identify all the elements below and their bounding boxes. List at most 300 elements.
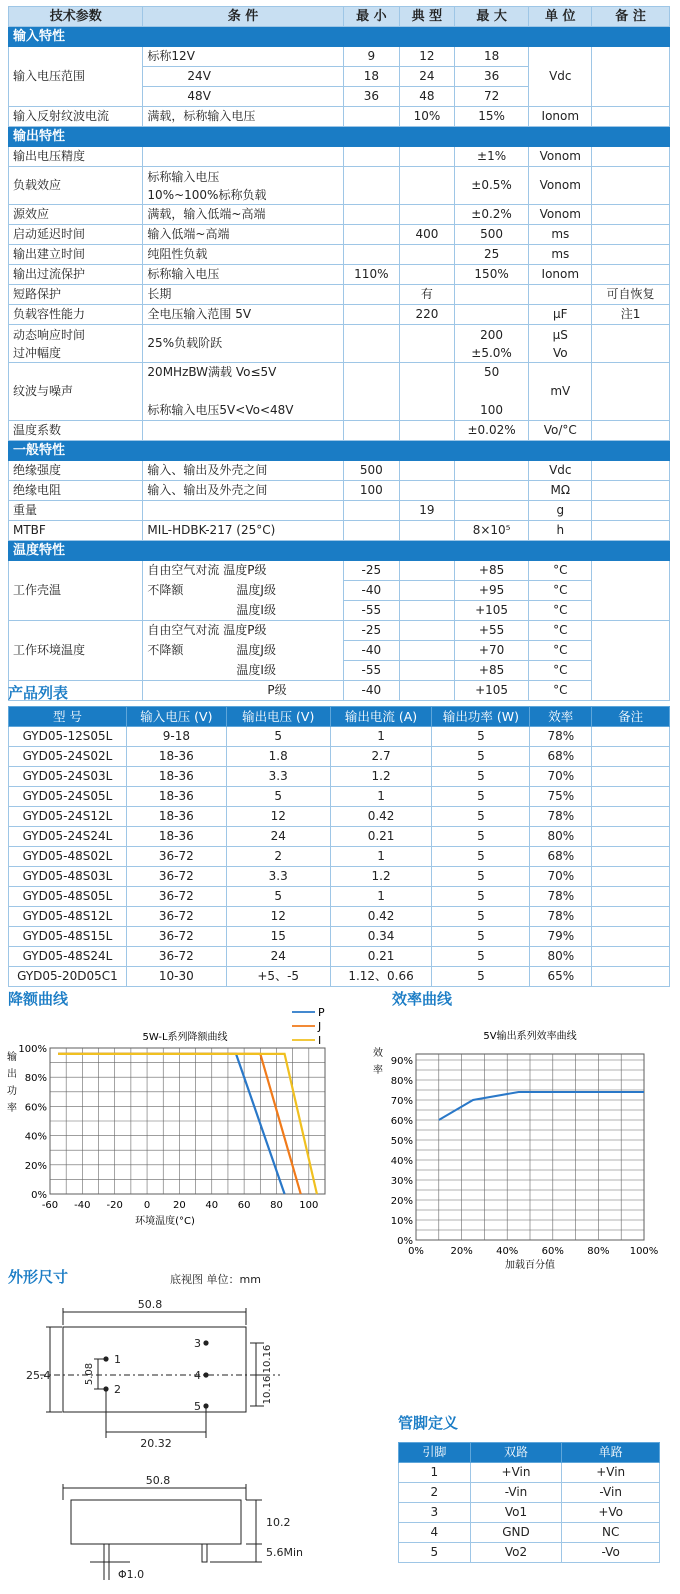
spec-unit: Vonom: [529, 167, 592, 205]
spec-cond: 24V: [143, 67, 343, 87]
y-tick-label: 20%: [24, 1160, 47, 1172]
table-cell: GYD05-24S24L: [9, 827, 127, 847]
spec-label-line: 动态响应时间: [13, 327, 86, 342]
spec-max: +55: [454, 621, 529, 641]
spec-cond: 标称12V: [143, 47, 343, 67]
spec-max: 8×10⁵: [454, 521, 529, 541]
table-cell: GYD05-12S05L: [9, 727, 127, 747]
y-tick-label: 20%: [390, 1196, 413, 1207]
grade-text: 温度I级: [143, 601, 343, 621]
spec-header: 最 小: [343, 7, 400, 27]
derating-heading: 降额曲线: [8, 990, 69, 1008]
table-row: [9, 727, 670, 747]
table-cell: 0.34: [330, 927, 432, 947]
pin-2-dot: [103, 1386, 108, 1391]
table-cell: 5: [432, 867, 530, 887]
x-axis-label: 加载百分值: [505, 1260, 555, 1271]
table-cell: 36-72: [126, 847, 226, 867]
spec-min: 18: [343, 67, 400, 87]
x-tick-label: 100%: [629, 1246, 659, 1257]
grade-text: 温度J级: [236, 583, 276, 597]
pin-1-dot: [103, 1356, 108, 1361]
table-row: [399, 1483, 660, 1503]
pin-3-label: 3: [194, 1337, 201, 1350]
spec-max: +85: [454, 661, 529, 681]
table-cell: 18-36: [126, 747, 226, 767]
spec-max: [454, 363, 529, 421]
x-tick-label: 20: [173, 1200, 186, 1211]
table-row: [9, 887, 670, 907]
table-cell: 1: [330, 727, 432, 747]
spec-cond: 48V: [143, 87, 343, 107]
spec-cond: 标称输入电压: [143, 265, 343, 285]
product-header: 输出功率 (W): [432, 707, 530, 727]
pin-3-dot: [203, 1340, 208, 1345]
product-list-heading: 产品列表: [8, 684, 69, 702]
derating-chart: [0, 1002, 340, 1234]
spec-unit: ms: [529, 225, 592, 245]
table-cell: 1.12、0.66: [330, 967, 432, 987]
spec-note: 注1: [592, 305, 670, 325]
spec-note: [592, 47, 670, 107]
spec-cond: [143, 581, 343, 601]
side-pin: [202, 1544, 207, 1562]
table-cell: 5: [432, 787, 530, 807]
pin-header: 单路: [562, 1443, 660, 1463]
table-cell: 68%: [530, 747, 592, 767]
table-cell: GYD05-48S24L: [9, 947, 127, 967]
spec-min: 110%: [343, 265, 400, 285]
pin-2-label: 2: [114, 1383, 121, 1396]
section-temp: 温度特性: [9, 541, 670, 561]
spec-label: 重量: [9, 501, 143, 521]
spec-unit: MΩ: [529, 481, 592, 501]
spec-max: [454, 325, 529, 363]
table-cell: 4: [399, 1523, 471, 1543]
dim-right-top: 10.16: [262, 1344, 273, 1374]
table-cell: 36-72: [126, 947, 226, 967]
dim-pin-spacing: 5.08: [84, 1362, 95, 1386]
spec-cond: 满载，标称输入电压: [143, 107, 343, 127]
section-output: 输出特性: [9, 127, 670, 147]
table-cell: GYD05-48S02L: [9, 847, 127, 867]
table-cell: -Vin: [562, 1483, 660, 1503]
table-cell: 78%: [530, 807, 592, 827]
dim-side-height: 10.2: [266, 1516, 291, 1529]
spec-cond: [143, 561, 343, 581]
table-cell: +Vo: [562, 1503, 660, 1523]
spec-unit: Vonom: [529, 205, 592, 225]
spec-unit: [529, 325, 592, 363]
spec-label: 工作环境温度: [9, 621, 143, 681]
table-cell: 0.42: [330, 907, 432, 927]
table-cell: [592, 907, 670, 927]
table-cell: 1.2: [330, 867, 432, 887]
table-row: [9, 747, 670, 767]
grade-text: 温度P级: [223, 623, 267, 638]
x-tick-label: -40: [74, 1200, 91, 1211]
spec-cond: 25%负载阶跃: [143, 325, 343, 363]
spec-max: +70: [454, 641, 529, 661]
spec-cond: 全电压输入范围 5V: [143, 305, 343, 325]
table-cell: 3: [399, 1503, 471, 1523]
table-cell: +5、-5: [226, 967, 330, 987]
table-cell: 5: [226, 727, 330, 747]
spec-typ: 12: [400, 47, 455, 67]
spec-unit: Vo/°C: [529, 421, 592, 441]
table-cell: [592, 967, 670, 987]
spec-label: 短路保护: [9, 285, 143, 305]
y-tick-label: 40%: [24, 1131, 47, 1143]
module-side-outline: [71, 1500, 241, 1544]
table-cell: 5: [432, 927, 530, 947]
pin-def-heading: 管脚定义: [398, 1414, 459, 1432]
dimensions-subtitle: 底视图 单位：mm: [170, 1273, 261, 1286]
dim-height: 25.4: [26, 1369, 51, 1382]
grade-text: P级: [143, 681, 343, 701]
table-cell: 5: [432, 947, 530, 967]
spec-table: [8, 6, 670, 701]
spec-cond-line: 10%~100%标称负载: [147, 187, 267, 202]
spec-unit: ms: [529, 245, 592, 265]
table-cell: 0.21: [330, 827, 432, 847]
table-cell: GYD05-24S03L: [9, 767, 127, 787]
spec-label: 负载效应: [9, 167, 143, 205]
spec-max: +105: [454, 601, 529, 621]
table-cell: 3.3: [226, 767, 330, 787]
section-general: 一般特性: [9, 441, 670, 461]
table-cell: GYD05-48S03L: [9, 867, 127, 887]
table-cell: [592, 827, 670, 847]
table-row: [399, 1523, 660, 1543]
spec-label: 输入反射纹波电流: [9, 107, 143, 127]
spec-max-line: 200: [480, 327, 504, 342]
table-cell: [592, 787, 670, 807]
y-tick-label: 80%: [24, 1073, 47, 1085]
table-row: [399, 1543, 660, 1563]
table-cell: +Vin: [562, 1463, 660, 1483]
x-tick-label: 80%: [587, 1246, 610, 1257]
table-cell: 5: [432, 907, 530, 927]
pin-header-row: [399, 1443, 660, 1463]
table-cell: 36-72: [126, 907, 226, 927]
spec-typ: 400: [400, 225, 455, 245]
spec-unit-line: Vo: [552, 345, 568, 360]
pin-1-label: 1: [114, 1353, 121, 1366]
y-axis-label-char: 输: [7, 1052, 17, 1063]
spec-cond: 输入、输出及外壳之间: [143, 481, 343, 501]
spec-min: 9: [343, 47, 400, 67]
x-tick-label: 40: [205, 1200, 219, 1211]
table-cell: GYD05-24S02L: [9, 747, 127, 767]
spec-unit: μF: [529, 305, 592, 325]
y-tick-label: 0%: [397, 1236, 413, 1247]
chart-title: 5V输出系列效率曲线: [483, 1031, 577, 1042]
spec-min: 500: [343, 461, 400, 481]
table-cell: 79%: [530, 927, 592, 947]
spec-cond: 纯阻性负载: [143, 245, 343, 265]
x-tick-label: 20%: [450, 1246, 473, 1257]
spec-max: 18: [454, 47, 529, 67]
product-header: 备注: [592, 707, 670, 727]
table-cell: GYD05-24S12L: [9, 807, 127, 827]
x-tick-label: -20: [106, 1200, 123, 1211]
efficiency-heading: 效率曲线: [392, 990, 453, 1008]
spec-max: ±0.2%: [454, 205, 529, 225]
y-axis-label-char: 率: [373, 1065, 383, 1076]
spec-typ: 24: [400, 67, 455, 87]
spec-unit: °C: [529, 561, 592, 581]
product-header: 输出电流 (A): [330, 707, 432, 727]
y-tick-label: 50%: [390, 1136, 413, 1147]
spec-cond: [143, 167, 343, 205]
table-cell: GYD05-48S05L: [9, 887, 127, 907]
pin-4-dot: [203, 1372, 208, 1377]
spec-typ: 48: [400, 87, 455, 107]
spec-min: -40: [343, 581, 400, 601]
spec-header: 最 大: [454, 7, 529, 27]
table-cell: 5: [226, 787, 330, 807]
table-cell: 5: [432, 847, 530, 867]
table-cell: 18-36: [126, 807, 226, 827]
table-cell: 1.8: [226, 747, 330, 767]
y-tick-label: 90%: [390, 1056, 413, 1067]
dim-width: 50.8: [137, 1298, 163, 1311]
table-cell: 5: [432, 767, 530, 787]
spec-max: +85: [454, 561, 529, 581]
spec-min: 36: [343, 87, 400, 107]
spec-unit: mV: [529, 363, 592, 421]
spec-min: -25: [343, 621, 400, 641]
pin-table: [398, 1442, 660, 1563]
table-cell: GYD05-24S05L: [9, 787, 127, 807]
table-cell: 5: [432, 747, 530, 767]
spec-max: 150%: [454, 265, 529, 285]
efficiency-chart: [362, 1018, 680, 1272]
spec-max: ±1%: [454, 147, 529, 167]
grade-text: 温度J级: [236, 643, 276, 657]
table-cell: [592, 727, 670, 747]
table-cell: NC: [562, 1523, 660, 1543]
table-cell: 1: [330, 847, 432, 867]
pin-4-label: 4: [194, 1369, 201, 1382]
spec-max-line: 100: [480, 403, 504, 417]
dim-pin-diameter: Φ1.0: [118, 1568, 145, 1581]
table-cell: 5: [399, 1543, 471, 1563]
y-axis-label-char: 效: [373, 1048, 383, 1059]
dim-pin-distance: 20.32: [140, 1437, 172, 1450]
table-cell: +Vin: [470, 1463, 562, 1483]
table-row: [9, 827, 670, 847]
table-cell: 0.42: [330, 807, 432, 827]
legend-label-J: J: [318, 1020, 322, 1033]
cond-text: 不降额: [147, 583, 184, 597]
table-row: [9, 907, 670, 927]
table-row: [9, 967, 670, 987]
table-cell: [592, 807, 670, 827]
table-cell: 2: [226, 847, 330, 867]
table-cell: 10-30: [126, 967, 226, 987]
spec-min: -40: [343, 641, 400, 661]
spec-label: 工作壳温: [9, 561, 143, 621]
product-header-row: [9, 707, 670, 727]
table-cell: 78%: [530, 727, 592, 747]
cond-text: 不降额: [147, 643, 184, 657]
x-tick-label: 100: [299, 1200, 319, 1211]
spec-typ: 10%: [400, 107, 455, 127]
table-cell: 18-36: [126, 767, 226, 787]
spec-unit: Vdc: [529, 461, 592, 481]
y-tick-label: 80%: [390, 1076, 413, 1087]
y-tick-label: 100%: [18, 1044, 47, 1055]
spec-max-line: ±5.0%: [471, 345, 512, 360]
table-cell: 18-36: [126, 787, 226, 807]
chart-title: 5W-L系列降额曲线: [142, 1032, 228, 1043]
spec-unit: °C: [529, 581, 592, 601]
pin-header: 引脚: [399, 1443, 471, 1463]
table-cell: 70%: [530, 767, 592, 787]
spec-unit: °C: [529, 601, 592, 621]
spec-min: -55: [343, 661, 400, 681]
y-tick-label: 10%: [390, 1216, 413, 1227]
spec-header: 典 型: [400, 7, 455, 27]
spec-label: 绝缘电阻: [9, 481, 143, 501]
spec-min: -25: [343, 561, 400, 581]
spec-header-row: [9, 7, 670, 27]
spec-max: ±0.5%: [454, 167, 529, 205]
table-cell: Vo2: [470, 1543, 562, 1563]
table-row: [9, 867, 670, 887]
table-cell: GYD05-48S15L: [9, 927, 127, 947]
y-axis-label-char: 出: [7, 1069, 17, 1080]
spec-cond: 满载，输入低端~高端: [143, 205, 343, 225]
spec-unit: Vonom: [529, 147, 592, 167]
spec-max: 36: [454, 67, 529, 87]
spec-unit: h: [529, 521, 592, 541]
spec-cond: 长期: [143, 285, 343, 305]
section-input: 输入特性: [9, 27, 670, 47]
spec-cond: [143, 363, 343, 421]
table-cell: 68%: [530, 847, 592, 867]
spec-cond-line: 标称输入电压: [147, 169, 220, 184]
table-cell: 5: [432, 887, 530, 907]
y-tick-label: 60%: [390, 1116, 413, 1127]
spec-header: 单 位: [529, 7, 592, 27]
table-cell: [592, 747, 670, 767]
table-row: [399, 1463, 660, 1483]
table-cell: 24: [226, 827, 330, 847]
spec-unit: Vdc: [529, 47, 592, 107]
table-cell: [592, 847, 670, 867]
table-cell: 75%: [530, 787, 592, 807]
spec-label: 输入电压范围: [9, 47, 143, 107]
x-tick-label: 60%: [541, 1246, 564, 1257]
table-cell: -Vo: [562, 1543, 660, 1563]
spec-header: 条 件: [143, 7, 343, 27]
spec-min: -55: [343, 601, 400, 621]
table-row: [9, 947, 670, 967]
x-axis-label: 环境温度(°C): [135, 1216, 195, 1227]
product-header: 效率: [530, 707, 592, 727]
y-axis-label-char: 率: [7, 1103, 17, 1114]
product-table: [8, 706, 670, 987]
product-header: 型 号: [9, 707, 127, 727]
table-cell: [592, 947, 670, 967]
spec-max: ±0.02%: [454, 421, 529, 441]
table-cell: 5: [432, 967, 530, 987]
spec-max: +95: [454, 581, 529, 601]
table-cell: 70%: [530, 867, 592, 887]
table-cell: 78%: [530, 887, 592, 907]
table-cell: 5: [432, 807, 530, 827]
y-tick-label: 60%: [24, 1102, 47, 1114]
table-cell: 80%: [530, 827, 592, 847]
table-cell: 1: [399, 1463, 471, 1483]
spec-label: 输出过流保护: [9, 265, 143, 285]
spec-label: 负载容性能力: [9, 305, 143, 325]
spec-max: 500: [454, 225, 529, 245]
table-cell: 36-72: [126, 927, 226, 947]
table-cell: 65%: [530, 967, 592, 987]
spec-max: 25: [454, 245, 529, 265]
dimensions-heading: 外形尺寸: [8, 1268, 69, 1286]
x-tick-label: 0%: [408, 1246, 424, 1257]
dim-right-bottom: 10.16: [262, 1375, 273, 1405]
spec-cond: [143, 621, 343, 641]
table-cell: [592, 887, 670, 907]
pin-5-label: 5: [194, 1400, 201, 1413]
spec-cond: 输入低端~高端: [143, 225, 343, 245]
x-tick-label: -60: [41, 1200, 59, 1211]
cond-text: 自由空气对流: [147, 563, 220, 578]
spec-unit: Ionom: [529, 107, 592, 127]
table-cell: 5: [432, 827, 530, 847]
spec-label: MTBF: [9, 521, 143, 541]
spec-unit: g: [529, 501, 592, 521]
x-tick-label: 0: [143, 1200, 151, 1211]
table-cell: 1: [330, 887, 432, 907]
table-row: [9, 807, 670, 827]
table-cell: 78%: [530, 907, 592, 927]
spec-header: 技术参数: [9, 7, 143, 27]
dim-pin-length: 5.6Min: [266, 1546, 304, 1559]
spec-header: 备 注: [592, 7, 670, 27]
spec-label: 输出电压精度: [9, 147, 143, 167]
spec-cond: MIL-HDBK-217 (25°C): [143, 521, 343, 541]
table-cell: Vo1: [470, 1503, 562, 1523]
table-cell: 36-72: [126, 867, 226, 887]
table-cell: 5: [432, 727, 530, 747]
table-cell: [592, 927, 670, 947]
table-cell: [592, 767, 670, 787]
product-header: 输入电压 (V): [126, 707, 226, 727]
y-tick-label: 0%: [31, 1190, 47, 1201]
table-cell: 12: [226, 907, 330, 927]
table-cell: 5: [226, 887, 330, 907]
table-cell: 2: [399, 1483, 471, 1503]
table-cell: 2.7: [330, 747, 432, 767]
product-header: 输出电压 (V): [226, 707, 330, 727]
spec-label: 纹波与噪声: [9, 363, 143, 421]
dimension-drawing: [0, 1290, 330, 1594]
table-cell: GYD05-48S12L: [9, 907, 127, 927]
table-cell: 24: [226, 947, 330, 967]
spec-typ: 220: [400, 305, 455, 325]
y-tick-label: 40%: [390, 1156, 413, 1167]
table-cell: 15: [226, 927, 330, 947]
spec-label: [9, 325, 143, 363]
pin-5-dot: [203, 1403, 208, 1408]
